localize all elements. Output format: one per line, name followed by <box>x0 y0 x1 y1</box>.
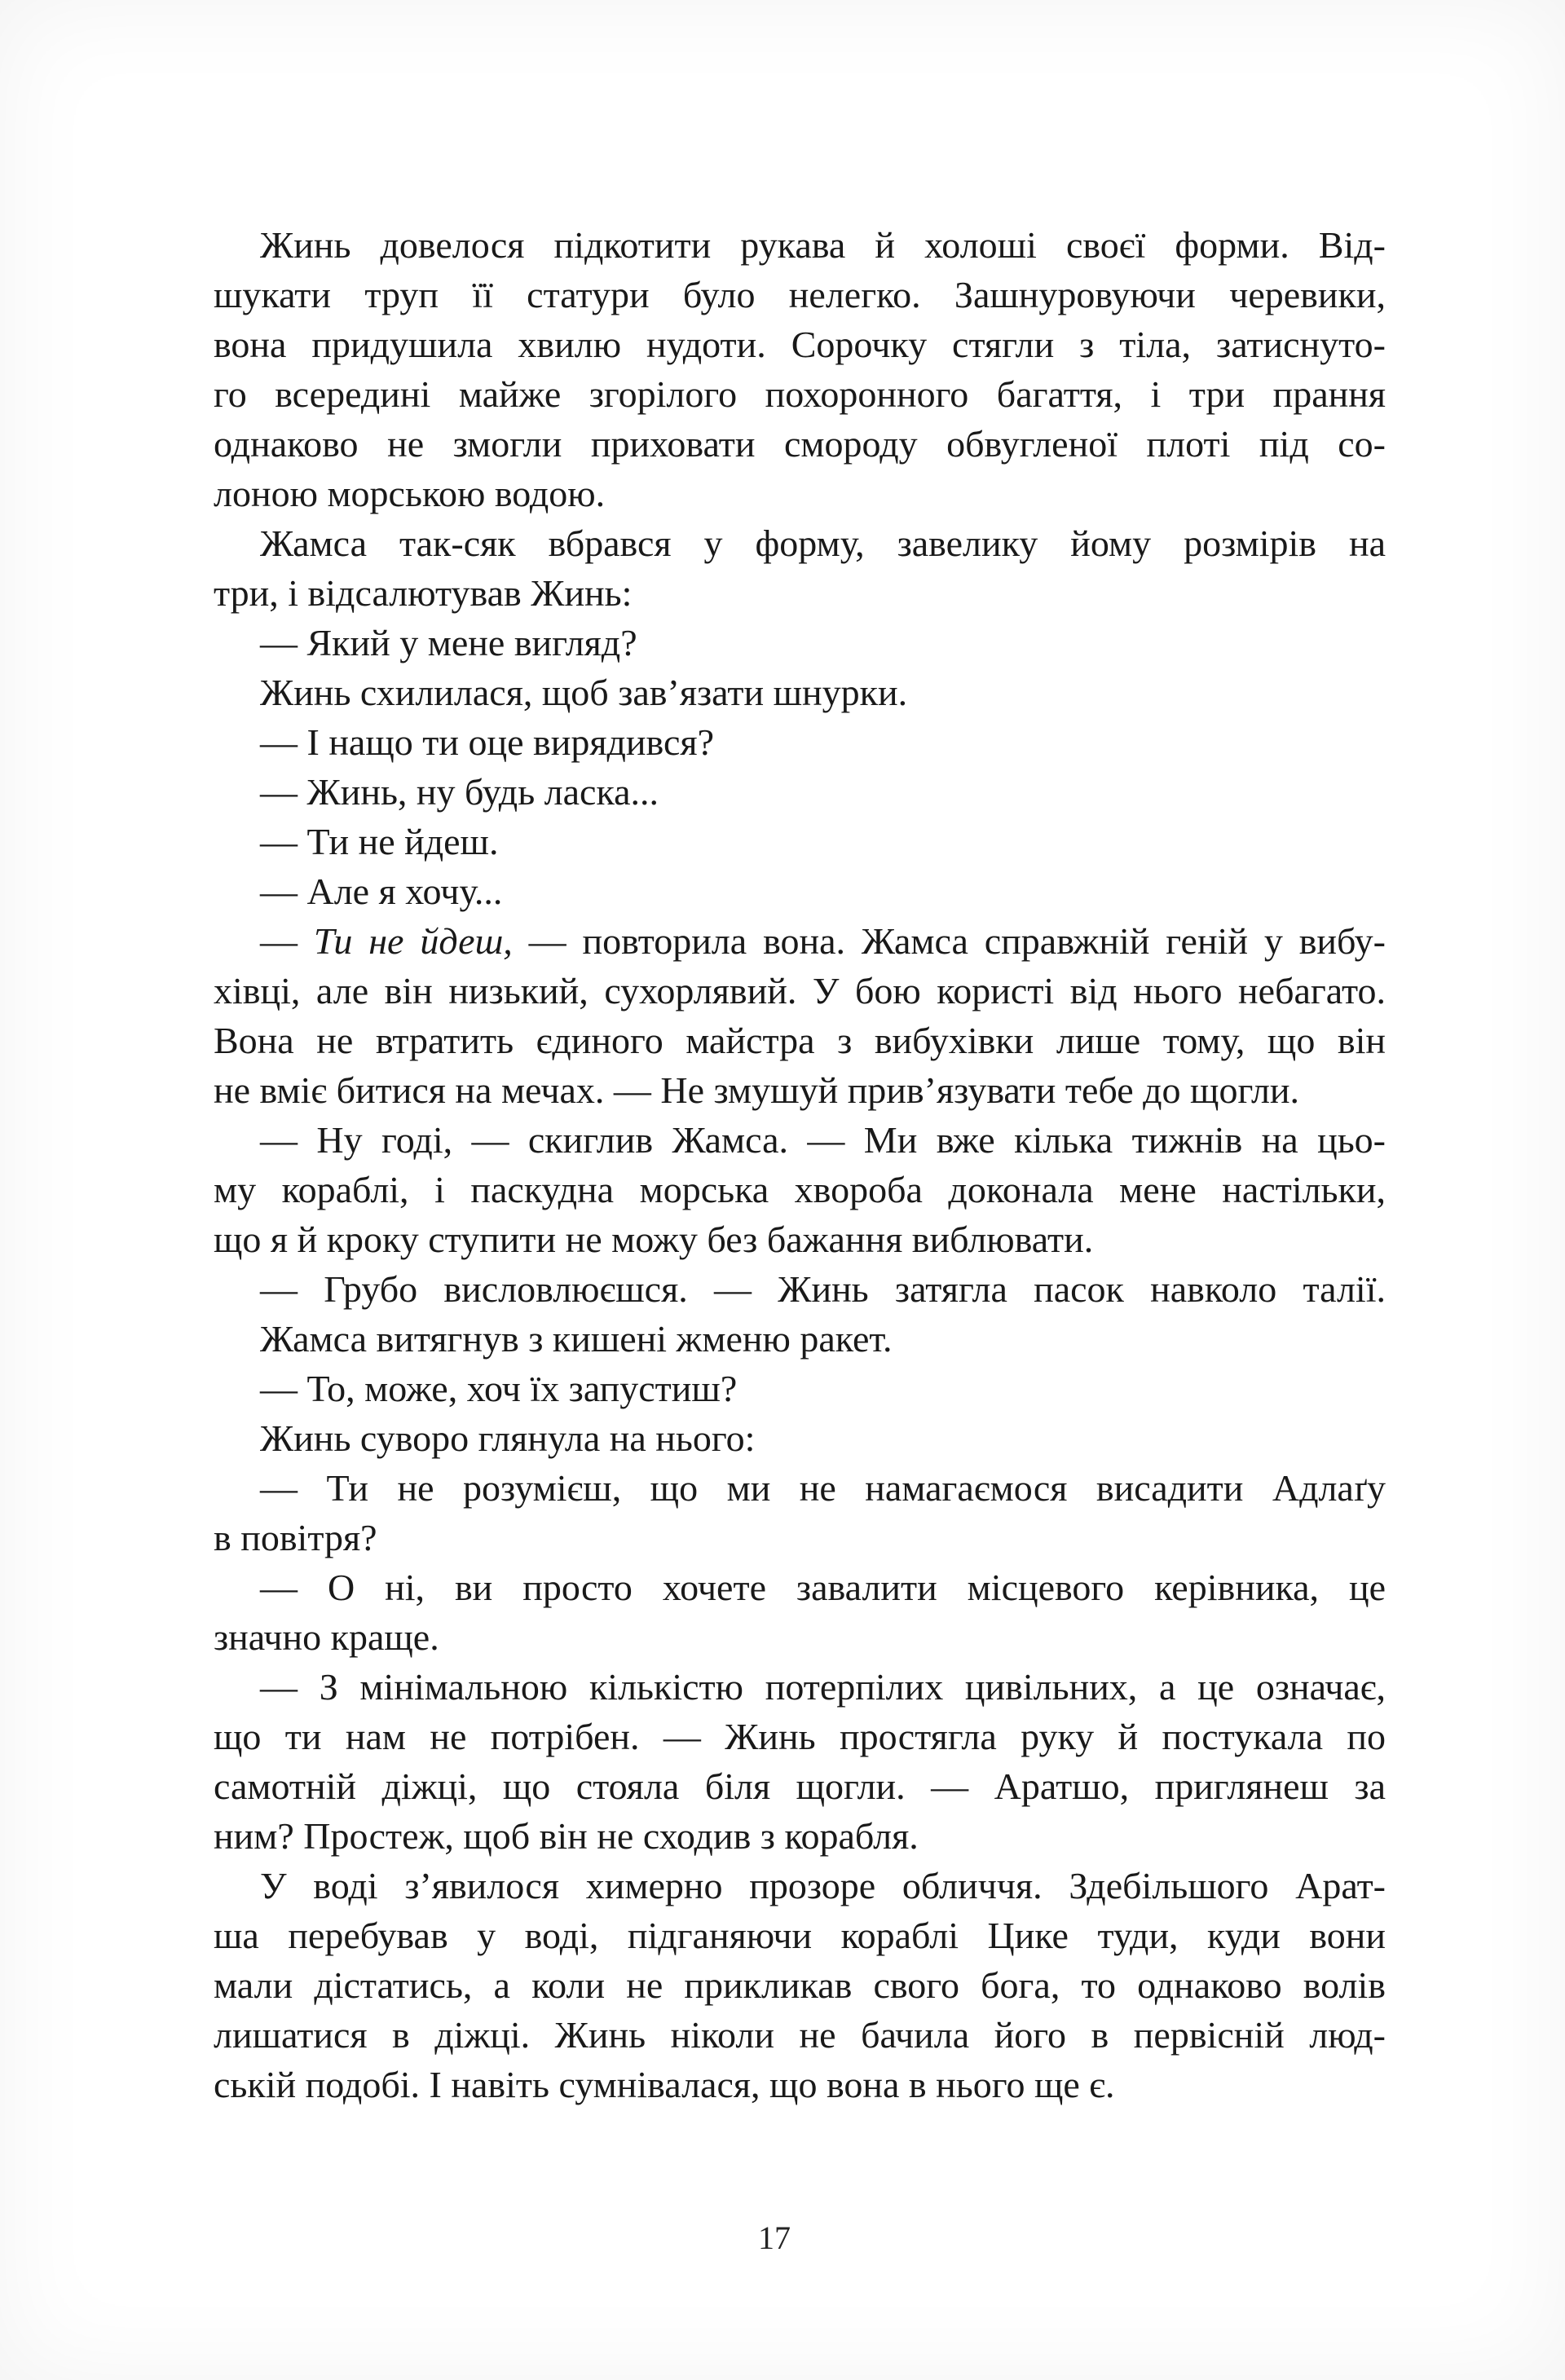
paragraph <box>214 1562 1386 1662</box>
text-line: — Грубо висловлюєшся. — Жинь затягла пасок навколо талії. <box>260 1268 1386 1310</box>
text-line: — Ну годі, — скиглив Жамса. — Ми вже кілька тижнів на цьо- <box>260 1119 1386 1161</box>
italic-text: Ти не йдеш, <box>313 920 513 962</box>
paragraph <box>214 1413 1386 1463</box>
text-line: вона придушила хвилю нудоти. Сорочку стягли з тіла, затиснуто- <box>214 324 1386 365</box>
paragraph <box>214 817 1386 866</box>
paragraph <box>214 1314 1386 1364</box>
paragraph <box>214 1861 1386 2109</box>
text-line: — О ні, ви просто хочете завалити місцевого керівника, це <box>260 1567 1386 1608</box>
paragraph <box>214 1264 1386 1314</box>
paragraph <box>214 618 1386 668</box>
text-line: — Але я хочу... <box>260 870 503 912</box>
text-line: му кораблі, і паскудна морська хвороба доконала мене настільки, <box>214 1169 1386 1210</box>
text-line: — Який у мене вигляд? <box>260 622 637 663</box>
text-line: шукати труп її статури було нелегко. Зашнуровуючи черевики, <box>214 274 1386 315</box>
paragraph <box>214 1115 1386 1264</box>
paragraph <box>214 717 1386 767</box>
page-number: 17 <box>758 2219 791 2256</box>
paragraph <box>214 1364 1386 1413</box>
text-line: хівці, але він низький, сухорлявий. У бою користі від нього небагато. <box>214 970 1386 1012</box>
text-line: ській подобі. І навіть сумнівалася, що вона в нього ще є. <box>214 2064 1115 2105</box>
text-line: У воді з’явилося химерно прозоре обличчя. Здебільшого Арат- <box>260 1865 1386 1906</box>
page-text-block <box>214 220 1386 2109</box>
text-line: Жамса витягнув з кишені жменю ракет. <box>260 1318 893 1360</box>
text-line: го всередині майже згорілого похоронного багаття, і три прання <box>214 373 1386 415</box>
text-line: ним? Простеж, щоб він не сходив з корабля. <box>214 1815 919 1857</box>
text-segment: — повторила вона. Жамса справжній геній у вибу- <box>512 920 1386 962</box>
text-line: — Ти не розумієш, що ми не намагаємося висадити Адлаґу <box>260 1467 1386 1509</box>
text-line: — То, може, хоч їх запустиш? <box>260 1368 738 1409</box>
text-line: однаково не змогли приховати смороду обвугленої плоті під со- <box>214 423 1386 465</box>
text-line: Вона не втратить єдиного майстра з вибухівки лише тому, що він <box>214 1020 1386 1061</box>
text-segment: — <box>260 920 314 962</box>
paragraph <box>214 518 1386 618</box>
text-line: самотній діжці, що стояла біля щогли. — Аратшо, приглянеш за <box>214 1765 1386 1807</box>
text-line: лоною морською водою. <box>214 473 606 514</box>
text-line: що я й кроку ступити не можу без бажання виблювати. <box>214 1219 1094 1260</box>
text-line: — З мінімальною кількістю потерпілих цивільних, а це означає, <box>260 1666 1386 1708</box>
text-line: — Ти не йдеш. <box>260 821 499 862</box>
text-line: — Жинь, ну будь ласка... <box>260 771 659 813</box>
text-line: значно краще. <box>214 1616 439 1658</box>
text-line <box>214 916 1386 966</box>
text-line: три, і відсалютував Жинь: <box>214 572 633 614</box>
paragraph <box>214 916 1386 1115</box>
paragraph <box>214 767 1386 817</box>
paragraph <box>214 668 1386 717</box>
paragraph <box>214 1463 1386 1562</box>
text-line: лишатися в діжці. Жинь ніколи не бачила його в первісній люд- <box>214 2014 1386 2056</box>
text-line: Жинь схилилася, щоб зав’язати шнурки. <box>260 672 908 713</box>
paragraph <box>214 220 1386 518</box>
text-line: Жинь довелося підкотити рукава й холоші своєї форми. Від- <box>260 224 1386 266</box>
text-line: мали дістатись, а коли не прикликав свого бога, то однаково волів <box>214 1964 1386 2006</box>
text-line: в повітря? <box>214 1517 377 1558</box>
paragraph <box>214 866 1386 916</box>
text-line: Жинь суворо глянула на нього: <box>260 1417 756 1459</box>
paragraph <box>214 1662 1386 1861</box>
text-line: Жамса так-сяк вбрався у форму, завелику йому розмірів на <box>260 522 1386 564</box>
text-line: не вміє битися на мечах. — Не змушуй прив’язувати тебе до щогли. <box>214 1069 1300 1111</box>
text-line: що ти нам не потрібен. — Жинь простягла руку й постукала по <box>214 1716 1386 1757</box>
text-line: ша перебував у воді, підганяючи кораблі Цике туди, куди вони <box>214 1915 1386 1956</box>
text-line: — І нащо ти оце вирядився? <box>260 721 714 763</box>
